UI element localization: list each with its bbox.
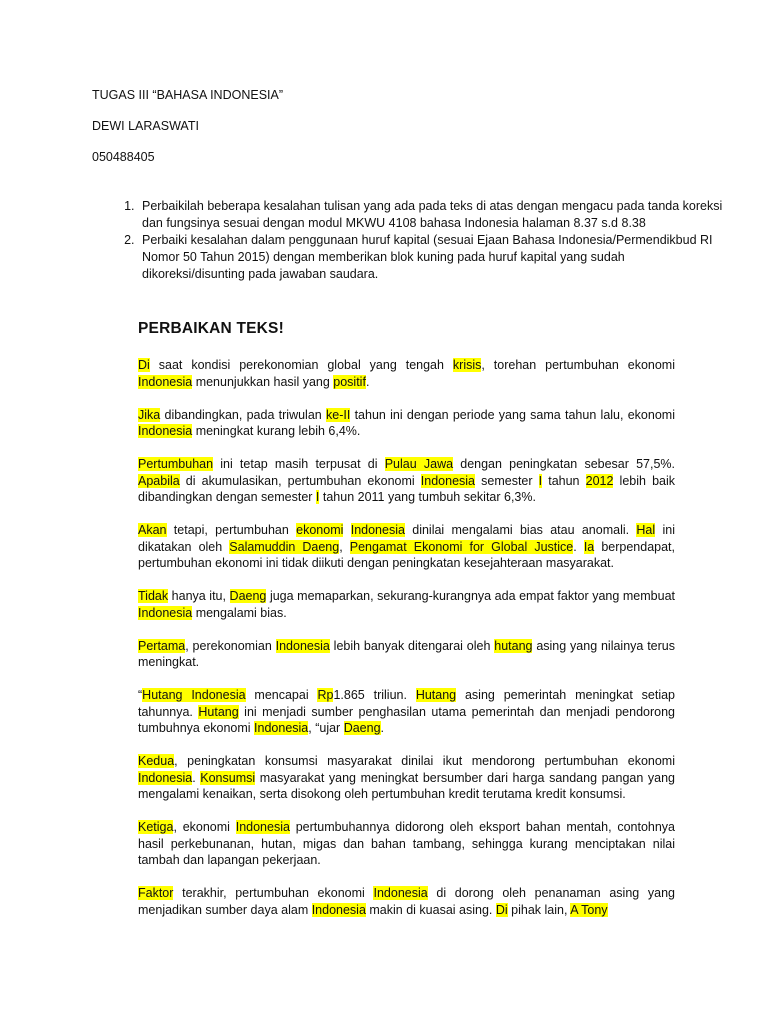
highlighted-correction: Di: [495, 902, 508, 917]
text-run: .: [365, 374, 370, 389]
text-run: masyarakat yang meningkat bersumber dari harga sandang pangan yang mengalami kenaikan, serta disokong oleh pertumbuhan kredit terutama kredit konsumsi.: [138, 770, 675, 801]
paragraph: [138, 885, 675, 918]
highlighted-correction: A Tony: [570, 902, 608, 917]
text-run: , torehan pertumbuhan ekonomi: [481, 358, 675, 372]
text-run: saat kondisi perekonomian global yang tengah: [149, 358, 453, 372]
text-run: tetapi, pertumbuhan: [166, 523, 297, 537]
highlighted-correction: Hutang: [198, 704, 239, 719]
text-run: hanya itu,: [168, 589, 230, 603]
text-run: pihak lain,: [507, 902, 571, 917]
text-run: berpendapat, pertumbuhan ekonomi ini tidak diikuti dengan peningkatan kesejahteraan masyarakat.: [138, 539, 675, 570]
text-run: di akumulasikan, pertumbuhan ekonomi: [179, 473, 421, 488]
text-run: makin di kuasai asing.: [365, 902, 496, 917]
paragraph: [138, 522, 675, 572]
highlighted-correction: Indonesia: [254, 721, 309, 735]
highlighted-correction: positif: [333, 374, 366, 389]
highlighted-correction: ke-II: [326, 407, 351, 422]
text-run: pertumbuhannya didorong oleh eksport bahan mentah, contohnya hasil perkebunanan, hutan, migas dan bahan tambang, sehingga kurang menciptakan nilai tambah dan lapangan pekerjaan.: [138, 820, 676, 867]
section-title: PERBAIKAN TEKS!: [138, 320, 284, 337]
text-run: ,: [339, 539, 350, 554]
text-run: .: [192, 770, 201, 785]
text-run: ini dikatakan oleh: [138, 523, 675, 554]
highlighted-correction: hutang: [494, 638, 533, 653]
highlighted-correction: Indonesia: [420, 473, 476, 488]
task-list: [92, 198, 724, 283]
text-run: , perekonomian: [185, 638, 276, 653]
highlighted-correction: Daeng: [343, 721, 381, 735]
task-item: 2. Perbaiki kesalahan dalam penggunaan huruf kapital (sesuai Ejaan Bahasa Indonesia/Permendikbud RI Nomor 50 Tahun 2015) dengan memberikan blok kuning pada huruf kapital yang sudah dikoreksi/disunting pada jawaban saudara.: [138, 232, 724, 283]
text-run: “: [138, 688, 143, 702]
text-run: ini tetap masih terpusat di: [213, 457, 385, 471]
student-name: DEWI LARASWATI: [92, 119, 199, 133]
text-run: tahun: [542, 473, 586, 488]
highlighted-correction: Salamuddin Daeng: [229, 539, 340, 554]
highlighted-correction: Indonesia: [138, 770, 193, 785]
highlighted-correction: Indonesia: [138, 374, 193, 389]
text-run: , ekonomi: [173, 820, 236, 834]
highlighted-correction: Indonesia: [350, 523, 405, 537]
assignment-title: TUGAS III “BAHASA INDONESIA”: [92, 88, 284, 102]
highlighted-correction: Faktor: [138, 886, 174, 900]
text-run: tahun 2011 yang tumbuh sekitar 6,3%.: [319, 490, 536, 504]
highlighted-correction: Indonesia: [311, 902, 366, 917]
highlighted-correction: Hutang Indonesia: [142, 688, 246, 702]
highlighted-correction: Pulau Jawa: [384, 457, 454, 471]
corrected-text: [138, 357, 675, 935]
text-run: [343, 523, 350, 537]
paragraph: [138, 638, 675, 671]
highlighted-correction: Tidak: [138, 589, 169, 603]
highlighted-correction: Konsumsi: [200, 770, 256, 785]
text-run: meningkat kurang lebih 6,4%.: [192, 424, 361, 438]
text-run: terakhir, pertumbuhan ekonomi: [173, 886, 374, 900]
text-run: .: [573, 539, 584, 554]
highlighted-correction: ekonomi: [296, 523, 344, 537]
highlighted-correction: Indonesia: [138, 424, 193, 438]
highlighted-correction: Hal: [636, 523, 656, 537]
highlighted-correction: Pertumbuhan: [138, 457, 214, 471]
text-run: asing yang nilainya terus meningkat.: [138, 638, 675, 669]
text-run: semester: [475, 473, 539, 488]
highlighted-correction: Apabila: [138, 473, 180, 488]
text-run: juga memaparkan, sekurang-kurangnya ada empat faktor yang membuat: [266, 589, 675, 603]
paragraph: [138, 357, 675, 390]
text-run: lebih baik dibandingkan dengan semester: [138, 473, 675, 504]
highlighted-correction: 2012: [585, 473, 614, 488]
text-run: mengalami bias.: [192, 605, 287, 620]
paragraph: [138, 588, 675, 621]
text-run: mencapai: [245, 688, 318, 702]
highlighted-correction: Pertama: [138, 638, 186, 653]
highlighted-correction: Hutang: [415, 688, 457, 702]
text-run: tahun ini dengan periode yang sama tahun lalu, ekonomi: [350, 407, 675, 422]
text-run: dengan peningkatan sebesar 57,5%.: [453, 457, 676, 471]
highlighted-correction: Rp: [317, 688, 334, 702]
highlighted-correction: Pengamat Ekonomi for Global Justice: [349, 539, 574, 554]
text-run: , “ujar: [308, 721, 344, 735]
paragraph: [138, 407, 675, 440]
highlighted-correction: Indonesia: [235, 820, 290, 834]
highlighted-correction: I: [315, 490, 320, 504]
highlighted-correction: Ia: [583, 539, 595, 554]
highlighted-correction: I: [538, 473, 543, 488]
document-header: [92, 86, 283, 179]
text-run: .: [380, 721, 385, 735]
highlighted-correction: krisis: [452, 358, 482, 372]
paragraph: [138, 819, 675, 869]
text-run: 1.865 triliun.: [333, 688, 416, 702]
highlighted-correction: Daeng: [229, 589, 267, 603]
text-run: di dorong oleh penanaman asing yang menjadikan sumber daya alam: [138, 886, 675, 917]
highlighted-correction: Indonesia: [373, 886, 428, 900]
paragraph: [138, 753, 675, 803]
text-run: , peningkatan konsumsi masyarakat dinilai ikut mendorong pertumbuhan ekonomi: [174, 754, 675, 768]
text-run: ini menjadi sumber penghasilan utama pemerintah dan menjadi pendorong tumbuhnya ekonomi: [138, 704, 675, 735]
highlighted-correction: Indonesia: [138, 605, 193, 620]
paragraph: [138, 456, 675, 506]
text-run: dibandingkan, pada triwulan: [160, 407, 326, 422]
text-run: menunjukkan hasil yang: [192, 374, 334, 389]
highlighted-correction: Kedua: [138, 754, 175, 768]
text-run: dinilai mengalami bias atau anomali.: [404, 523, 637, 537]
student-id: 050488405: [92, 150, 155, 164]
highlighted-correction: Akan: [138, 523, 167, 537]
highlighted-correction: Jika: [138, 407, 161, 422]
highlighted-correction: Ketiga: [138, 820, 174, 834]
text-run: asing pemerintah meningkat setiap tahunnya.: [138, 688, 675, 719]
highlighted-correction: Indonesia: [275, 638, 330, 653]
paragraph: [138, 687, 675, 737]
highlighted-correction: Di: [138, 358, 150, 372]
text-run: lebih banyak ditengarai oleh: [329, 638, 495, 653]
task-item: 1. Perbaikilah beberapa kesalahan tulisan yang ada pada teks di atas dengan mengacu pada tanda koreksi dan fungsinya sesuai dengan modul MKWU 4108 bahasa Indonesia halaman 8.37 s.d 8.38: [138, 198, 724, 232]
